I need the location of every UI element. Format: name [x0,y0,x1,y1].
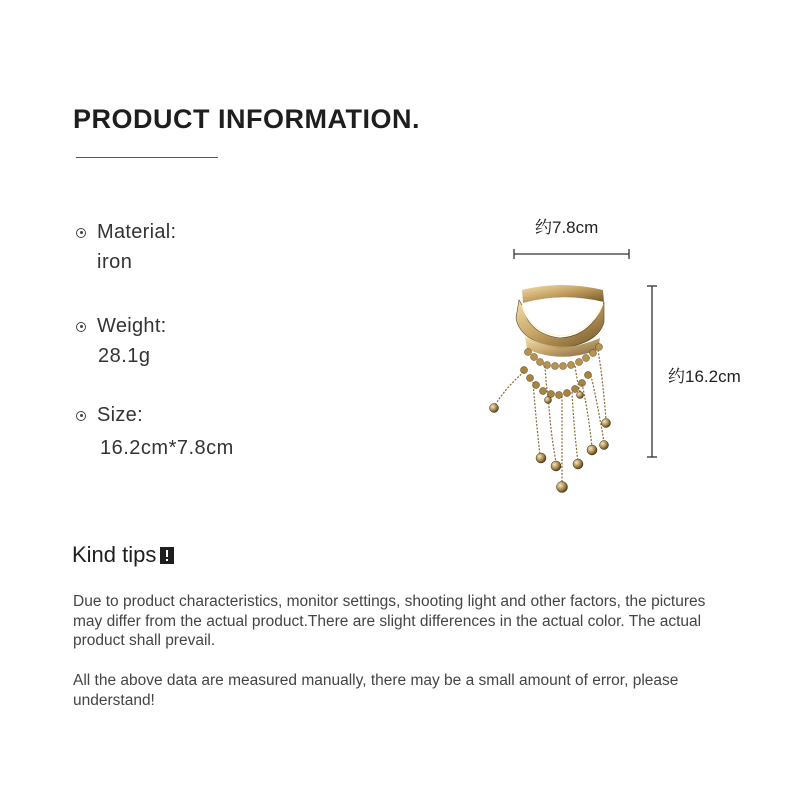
height-dimension-label: 约16.2cm [668,367,741,386]
width-dimension-line [514,249,629,259]
spec-size-value: 16.2cm*7.8cm [100,437,234,459]
spec-material-value: iron [97,251,133,273]
product-image [490,285,611,493]
kind-tips-label: Kind tips [72,542,157,567]
page-title: PRODUCT INFORMATION. [73,104,420,134]
measurement-note-paragraph: All the above data are measured manually, there may be a small amount of error, please understand! [73,672,679,709]
height-dimension-line [647,286,657,457]
disclaimer-paragraph: Due to product characteristics, monitor settings, shooting light and other factors, the pictures may differ from the actual product.There are slight differences in the actual color. The actual product shall prevail. [73,593,706,649]
spec-weight-label: Weight: [97,315,167,337]
width-dimension-label: 约7.8cm [535,218,599,237]
spec-size-label: Size: [97,404,143,426]
exclamation-icon [160,547,174,564]
kind-tips-heading [72,542,174,568]
spec-weight-value: 28.1g [98,345,151,367]
spec-material-label: Material: [97,221,177,243]
